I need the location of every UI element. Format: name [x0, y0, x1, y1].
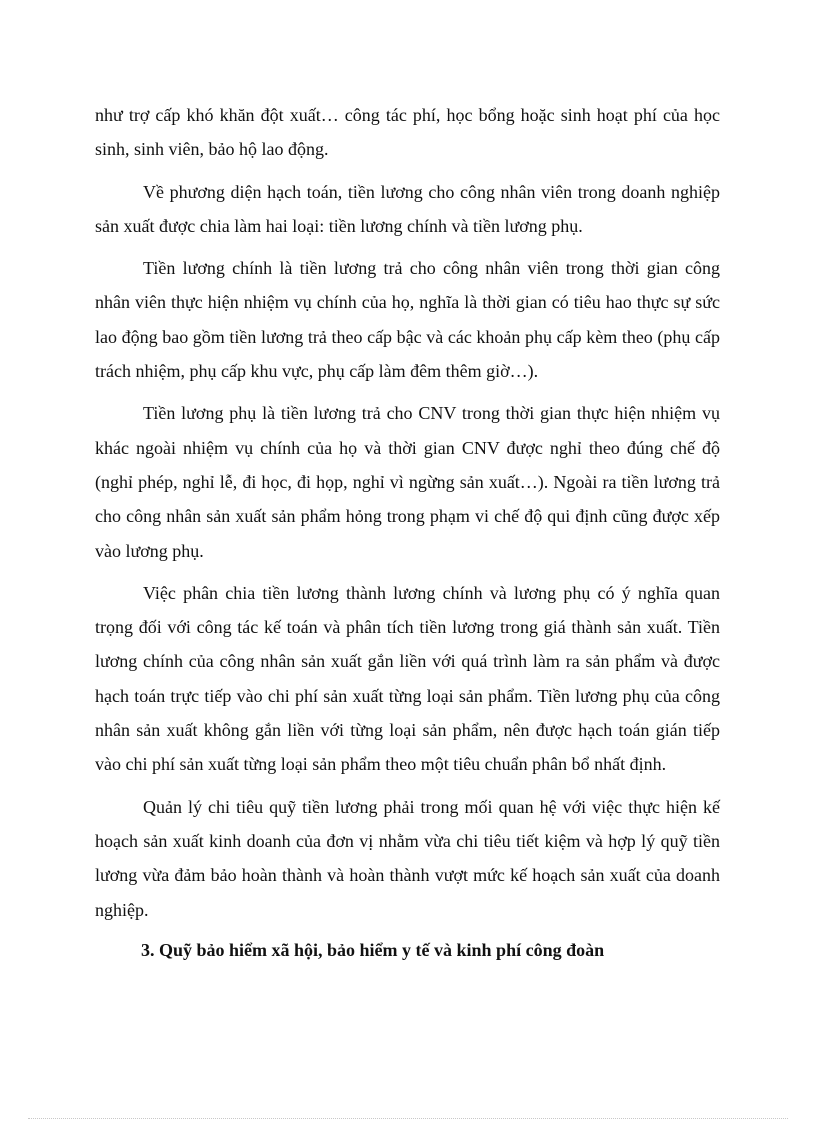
page-bottom-divider	[28, 1118, 788, 1119]
section-heading: 3. Quỹ bảo hiểm xã hội, bảo hiểm y tế và kinh phí công đoàn	[141, 939, 605, 960]
document-body	[95, 98, 720, 967]
paragraph-accounting-aspect: Về phương diện hạch toán, tiền lương cho công nhân viên trong doanh nghiệp sản xuất được chia làm hai loại: tiền lương chính và tiền lương phụ.	[95, 181, 720, 236]
paragraph-wage-division: Việc phân chia tiền lương thành lương chính và lương phụ có ý nghĩa quan trọng đối với công tác kế toán và phân tích tiền lương trong giá thành sản xuất. Tiền lương chính của công nhân sản xuất gắn liền với quá trình làm ra sản phẩm và được hạch toán trực tiếp vào chi phí sản xuất từng loại sản phẩm. Tiền lương phụ của công nhân sản xuất không gắn liền với từng loại sản phẩm, nên được hạch toán gián tiếp vào chi phí sản xuất từng loại sản phẩm theo một tiêu chuẩn phân bổ nhất định.	[95, 582, 720, 775]
paragraph-fund-management: Quản lý chi tiêu quỹ tiền lương phải trong mối quan hệ với việc thực hiện kế hoạch sản xuất kinh doanh của đơn vị nhằm vừa chi tiêu tiết kiệm và hợp lý quỹ tiền lương vừa đảm bảo hoàn thành và hoàn thành vượt mức kế hoạch sản xuất của doanh nghiệp.	[95, 796, 720, 920]
paragraph-main-wage: Tiền lương chính là tiền lương trả cho công nhân viên trong thời gian công nhân viên thực hiện nhiệm vụ chính của họ, nghĩa là thời gian có tiêu hao thực sự sức lao động bao gồm tiền lương trả theo cấp bậc và các khoản phụ cấp kèm theo (phụ cấp trách nhiệm, phụ cấp khu vực, phụ cấp làm đêm thêm giờ…).	[95, 258, 720, 382]
paragraph-continuation: như trợ cấp khó khăn đột xuất… công tác phí, học bổng hoặc sinh hoạt phí của học sinh, sinh viên, bảo hộ lao động.	[95, 105, 720, 160]
paragraph-supplementary-wage: Tiền lương phụ là tiền lương trả cho CNV trong thời gian thực hiện nhiệm vụ khác ngoài nhiệm vụ chính của họ và thời gian CNV được nghỉ theo đúng chế độ (nghỉ phép, nghỉ lễ, đi học, đi họp, nghỉ vì ngừng sản xuất…). Ngoài ra tiền lương trả cho công nhân sản xuất sản phẩm hỏng trong phạm vi chế độ qui định cũng được xếp vào lương phụ.	[95, 403, 720, 561]
